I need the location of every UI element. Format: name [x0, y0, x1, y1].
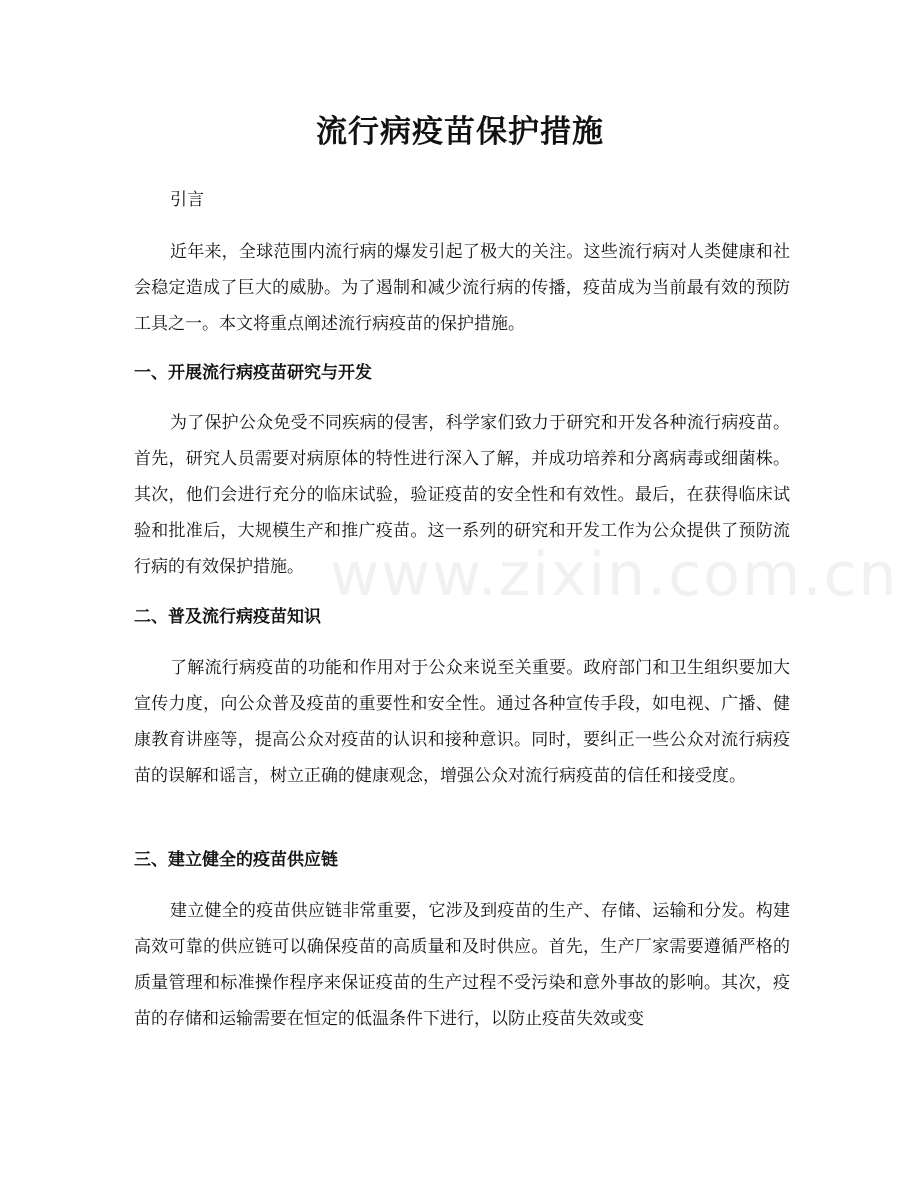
section-paragraph-3: 建立健全的疫苗供应链非常重要，它涉及到疫苗的生产、存储、运输和分发。构建高效可靠的供应链可以确保疫苗的高质量和及时供应。首先，生产厂家需要遵循严格的质量管理和标准操作程序来保证疫苗的生产过程不受污染和意外事故的影响。其次，疫苗的存储和运输需要在恒定的低温条件下进行，以防止疫苗失效或变: [134, 901, 790, 1029]
section-paragraph-1: 为了保护公众免受不同疾病的侵害，科学家们致力于研究和开发各种流行病疫苗。首先，研究人员需要对病原体的特性进行深入了解，并成功培养和分离病毒或细菌株。其次，他们会进行充分的临床试验，验证疫苗的安全性和有效性。最后，在获得临床试验和批准后，大规模生产和推广疫苗。这一系列的研究和开发工作为公众提供了预防流行病的有效保护措施。: [134, 413, 790, 577]
section-heading-3: 三、建立健全的疫苗供应链: [134, 850, 338, 870]
section-paragraph-2: 了解流行病疫苗的功能和作用对于公众来说至关重要。政府部门和卫生组织要加大宣传力度，向公众普及疫苗的重要性和安全性。通过各种宣传手段，如电视、广播、健康教育讲座等，提高公众对疫苗的认识和接种意识。同时，要纠正一些公众对流行病疫苗的误解和谣言，树立正确的健康观念，增强公众对流行病疫苗的信任和接受度。: [134, 658, 790, 786]
section-heading-2: 二、普及流行病疫苗知识: [134, 607, 321, 627]
section-heading-1: 一、开展流行病疫苗研究与开发: [134, 363, 372, 383]
document-title: 流行病疫苗保护措施: [316, 114, 604, 150]
intro-paragraph: 近年来，全球范围内流行病的爆发引起了极大的关注。这些流行病对人类健康和社会稳定造成了巨大的威胁。为了遏制和减少流行病的传播，疫苗成为当前最有效的预防工具之一。本文将重点阐述流行病疫苗的保护措施。: [134, 242, 790, 334]
intro-label: 引言: [170, 190, 204, 210]
watermark: www.zixin.com.cn: [330, 540, 899, 610]
